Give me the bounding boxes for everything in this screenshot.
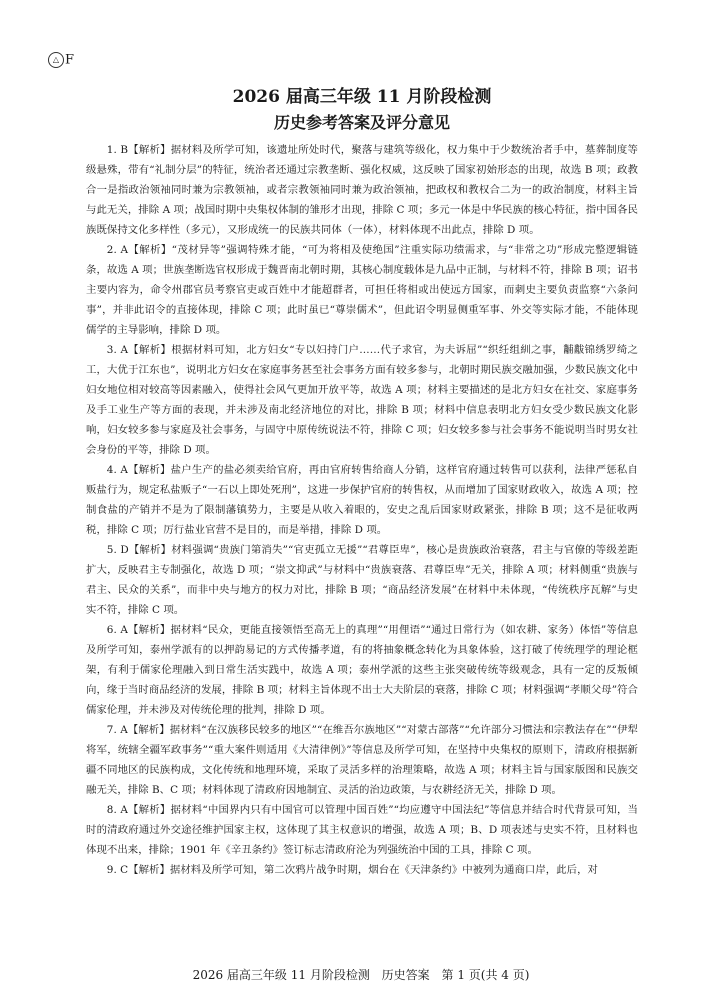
footer-subject: 历史答案	[381, 968, 430, 982]
corner-logo	[48, 52, 74, 68]
page-subtitle: 历史参考答案及评分意见	[273, 113, 450, 132]
document-page	[86, 86, 638, 880]
corner-mark: F	[65, 52, 75, 68]
page-footer	[0, 966, 722, 983]
answer-8: 8. A【解析】据材料“中国界内只有中国官可以管理中国百姓”“均应遵守中国法纪”等信息并结合时代背景可知，当时的清政府通过外交途径维护国家主权，这体现了其主权意识的增强，故选 A 项；B、D 项表述与史实不符，且材料也体现不出来，排除；1901 年《辛丑条约》签订标志清政府沦为列强统治中国的工具，排除 C 项。	[86, 804, 638, 856]
answer-3: 3. A【解析】根据材料可知，北方妇女“专以妇持门户……代子求官，为夫诉屈”“织纴组紃之事，黼黻锦绣罗绮之工，大优于江东也”，说明北方妇女在家庭事务甚至社会事务方面有较多参与，北朝时期民族交融加强，少数民族文化中妇女地位相对较高等因素融入，使得社会风气更加开放平等，故选 A 项；材料主要描述的是北方妇女在社交、家庭事务及手工业生产等方面的表现，并未涉及南北经济地位的对比，排除 B 项；材料中信息表明北方妇女受少数民族文化影响，妇女较多参与家庭及社会事务，与固守中原传统说法不符，排除 C 项；妇女较多参与社会事务不能说明当时男女社会身份的平等，排除 D 项。	[86, 344, 638, 456]
footer-exam: 2026 届高三年级 11 月阶段检测	[192, 968, 370, 982]
answer-9: 9. C【解析】据材料及所学可知，第二次鸦片战争时期，烟台在《天津条约》中被列为通商口岸，此后，对	[106, 864, 598, 876]
answer-list	[86, 140, 638, 880]
answer-1: 1. B【解析】据材料及所学可知，该遗址所处时代，聚落与建筑等级化，权力集中于少数统治者手中，墓葬制度等级悬殊，带有“礼制分层”的特征，统治者还通过宗教垄断、强化权威，这反映了国家初始形态的出现，故选 B 项；政教合一是指政治领袖同时兼为宗教领袖，或者宗教领袖同时兼为政治领袖，把政权和教权合二为一的政治制度，材料主旨与此无关，排除 A 项；战国时期中央集权体制的雏形才出现，排除 C 项；多元一体是中华民族的核心特征，指中国各民族既保持文化多样性（多元），又形成统一的民族共同体（一体），材料体现不出此点，排除 D 项。	[86, 144, 638, 236]
answer-6: 6. A【解析】据材料“民众，更能直接领悟至高无上的真理”“用俚语”“通过日常行为（如农耕、家务）体悟”等信息及所学可知，泰州学派有的以押韵易记的方式传播孝道，有的将抽象概念转化为具象体验，这打破了传统理学的理论框架，有利于儒家伦理融入到日常生活实践中，故选 A 项；泰州学派的这些主张突破传统等级观念，具有一定的反叛倾向，缘于当时商品经济的发展，排除 B 项；材料主旨体现不出士大夫阶层的衰落，排除 C 项；材料强调“孝顺父母”符合儒家伦理，并未涉及对传统伦理的批判，排除 D 项。	[86, 624, 638, 716]
footer-page: 第 1 页(共 4 页)	[441, 968, 530, 982]
answer-5: 5. D【解析】材料强调“贵族门第消失”“官吏孤立无援”“君尊臣卑”，核心是贵族政治衰落，君主与官僚的等级差距扩大，反映君主专制强化，故选 D 项；“崇文抑武”与材料中“贵族衰落、君尊臣卑”无关，排除 A 项；材料侧重“贵族与君主、民众的关系”，而非中央与地方的权力对比，排除 B 项；“商品经济发展”在材料中未体现，“传统秩序瓦解”与史实不符，排除 C 项。	[86, 544, 638, 616]
answer-4: 4. A【解析】盐户生产的盐必须卖给官府，再由官府转售给商人分销，这样官府通过转售可以获利，法律严惩私自贩盐行为，规定私盐贩子“一石以上即处死刑”，这进一步保护官府的转售权，从而增加了国家财政收入，故选 A 项；控制食盐的产销并不是为了限制藩镇势力，主要是从收入着眼的，安史之乱后国家财政紧张，排除 B 项；这不是征收两税，排除 C 项；厉行盐业官营不是目的，而是举措，排除 D 项。	[86, 464, 638, 536]
answer-2: 2. A【解析】“茂材异等”强调特殊才能，“可为将相及使绝国”注重实际功绩需求，与“非常之功”形成完整逻辑链条，故选 A 项；世族垄断选官权形成于魏晋南北朝时期，其核心制度载体是九品中正制，与材料不符，排除 B 项；诏书主要内容为，命令州郡官员考察官吏或百姓中才能超群者，可担任将相或出使远方国家，而刺史主要负责监察“六条问事”，并非此诏令的直接体现，排除 C 项；此时虽已“尊崇儒术”，但此诏令明显侧重军事、外交等实际才能，不能体现儒学的主导影响，排除 D 项。	[86, 244, 638, 336]
page-title: 2026 届高三年级 11 月阶段检测	[232, 87, 492, 107]
answer-7: 7. A【解析】据材料“在汉族移民较多的地区”“在维吾尔族地区”“对蒙古部落”“允许部分习惯法和宗教法存在”“伊犁将军，统辖全疆军政事务”“重大案件则适用《大清律例》”等信息及所学可知，在坚持中央集权的原则下，清政府根据新疆不同地区的民族构成，文化传统和地理环境，采取了灵活多样的治理策略，故选 A 项；材料主旨与国家版图和民族交融无关，排除 B、C 项；材料体现了清政府因地制宜、灵活的治边政策，与农耕经济无关，排除 D 项。	[86, 724, 638, 796]
exam-seal-icon: △	[48, 52, 64, 68]
